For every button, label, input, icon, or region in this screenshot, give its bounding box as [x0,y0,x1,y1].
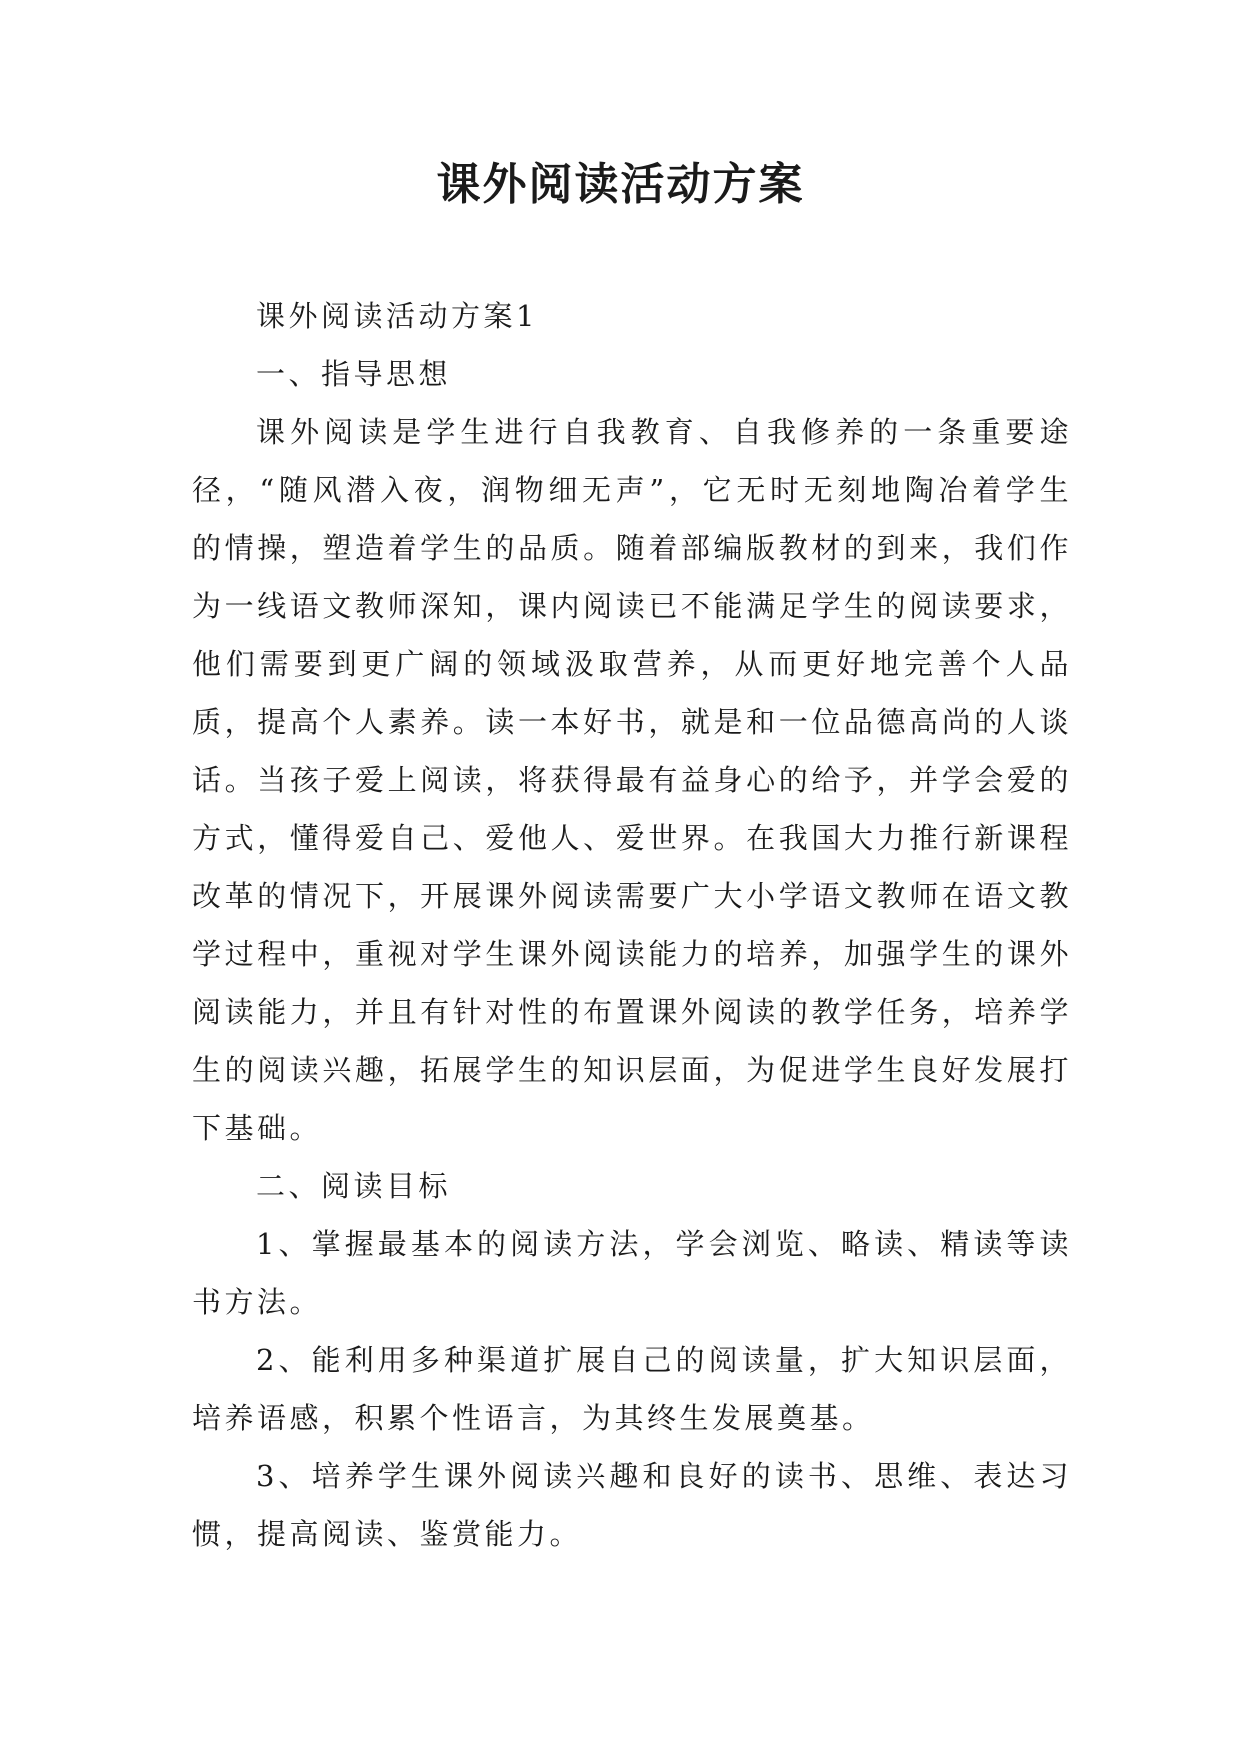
document-subtitle: 课外阅读活动方案1 [256,299,538,333]
section-heading-guiding-ideology: 一、指导思想 [256,357,452,391]
goal-item-2: 2、能利用多种渠道扩展自己的阅读量，扩大知识层面，培养语感，积累个性语言，为其终生发展奠基。 [192,1343,1072,1435]
document-title: 课外阅读活动方案 [436,159,805,210]
section-heading-reading-goals: 二、阅读目标 [256,1169,452,1203]
body-paragraph: 课外阅读是学生进行自我教育、自我修养的一条重要途径，“随风潜入夜，润物细无声”，它无时无刻地陶冶着学生的情操，塑造着学生的品质。随着部编版教材的到来，我们作为一线语文教师深知，课内阅读已不能满足学生的阅读要求，他们需要到更广阔的领域汲取营养，从而更好地完善个人品质，提高个人素养。读一本好书，就是和一位品德高尚的人谈话。当孩子爱上阅读，将获得最有益身心的给予，并学会爱的方式，懂得爱自己、爱他人、爱世界。在我国大力推行新课程改革的情况下，开展课外阅读需要广大小学语文教师在语文教学过程中，重视对学生课外阅读能力的培养，加强学生的课外阅读能力，并且有针对性的布置课外阅读的教学任务，培养学生的阅读兴趣，拓展学生的知识层面，为促进学生良好发展打下基础。 [192,415,1072,1145]
document-body [192,287,1072,1563]
goal-item-1: 1、掌握最基本的阅读方法，学会浏览、略读、精读等读书方法。 [192,1227,1072,1319]
goal-item-3: 3、培养学生课外阅读兴趣和良好的读书、思维、表达习惯，提高阅读、鉴赏能力。 [192,1459,1072,1551]
